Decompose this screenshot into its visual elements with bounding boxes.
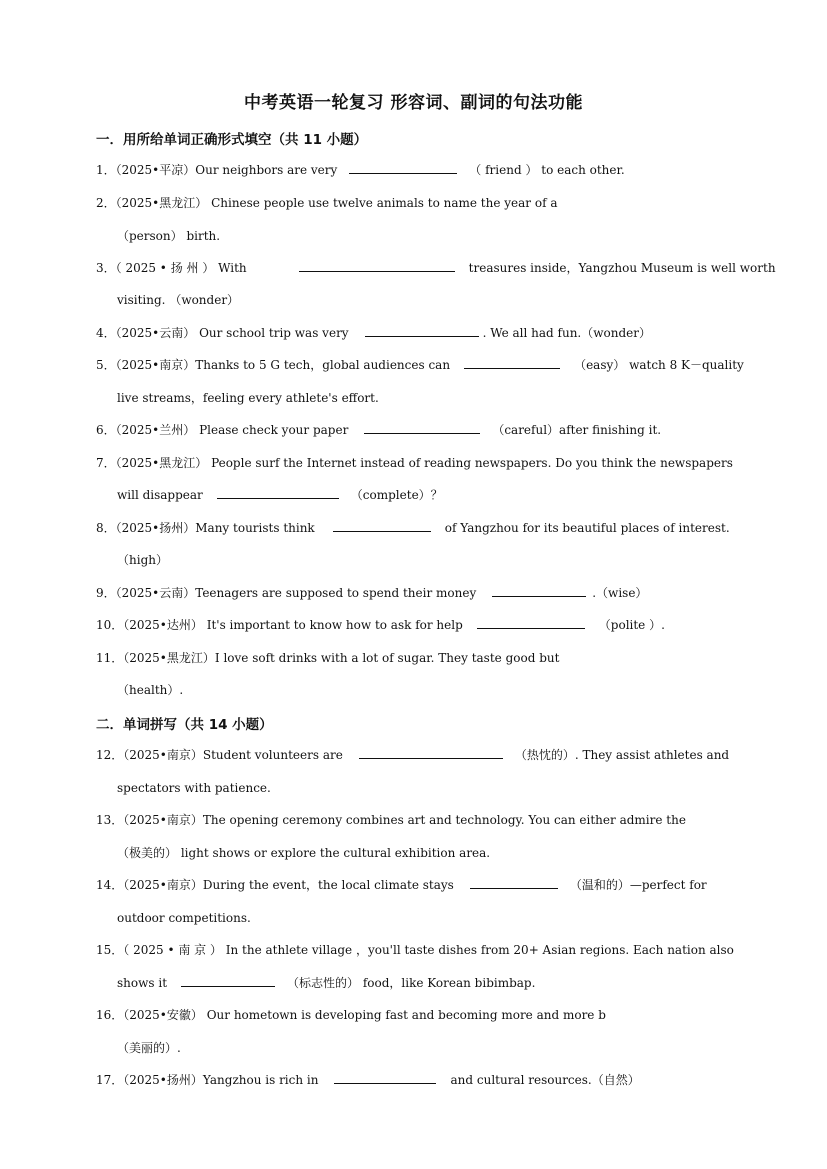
- answer-blank[interactable]: [477, 616, 585, 629]
- answer-blank[interactable]: [181, 974, 275, 987]
- answer-blank[interactable]: [359, 746, 503, 759]
- question-2-cont: （person） birth.: [117, 229, 221, 243]
- question-13: 13．（2025•南京）The opening ceremony combines art and technology. You can either admire the: [96, 813, 686, 827]
- question-9: 9．（2025•云南）Teenagers are supposed to spend their money .（wise）: [96, 586, 648, 600]
- section-heading-1: 一．用所给单词正确形式填空（共 11 小题）: [96, 132, 368, 148]
- answer-blank[interactable]: [334, 1071, 436, 1084]
- question-10: 10．（2025•达州） It's important to know how to ask for help （polite ）.: [96, 618, 665, 632]
- question-11: 11．（2025•黑龙江）I love soft drinks with a lot of sugar. They taste good but: [96, 651, 560, 665]
- question-3: 3．（ 2025 • 扬 州 ） With treasures inside，Yangzhou Museum is well worth: [96, 261, 776, 275]
- question-5: 5．（2025•南京）Thanks to 5 G tech，global audiences can （easy） watch 8 K－quality: [96, 358, 744, 372]
- question-5-cont: live streams，feeling every athlete's effort.: [117, 391, 379, 405]
- question-7-cont: will disappear （complete）？: [117, 488, 443, 502]
- question-3-cont: visiting. （wonder）: [117, 293, 240, 307]
- question-14: 14．（2025•南京）During the event，the local climate stays （温和的）—perfect for: [96, 878, 707, 892]
- answer-blank[interactable]: [333, 519, 431, 532]
- answer-blank[interactable]: [349, 161, 457, 174]
- question-7: 7．（2025•黑龙江） People surf the Internet instead of reading newspapers. Do you think the newspapers: [96, 456, 733, 470]
- question-16: 16．（2025•安徽） Our hometown is developing fast and becoming more and more b: [96, 1008, 606, 1022]
- question-8-cont: （high）: [117, 553, 168, 567]
- answer-blank[interactable]: [470, 876, 558, 889]
- answer-blank[interactable]: [365, 324, 479, 337]
- question-12-cont: spectators with patience.: [117, 781, 271, 795]
- answer-blank[interactable]: [299, 259, 455, 272]
- question-17: 17．（2025•扬州）Yangzhou is rich in and cultural resources.（自然）: [96, 1073, 640, 1087]
- question-6: 6．（2025•兰州） Please check your paper （careful）after finishing it.: [96, 423, 662, 437]
- answer-blank[interactable]: [364, 421, 480, 434]
- question-15: 15．（ 2025 • 南 京 ） In the athlete village ，you'll taste dishes from 20+ Asian regions. Each nation also: [96, 943, 734, 957]
- question-8: 8．（2025•扬州）Many tourists think of Yangzhou for its beautiful places of interest.: [96, 521, 730, 535]
- answer-blank[interactable]: [464, 356, 560, 369]
- question-1: 1．（2025•平凉）Our neighbors are very （ friend ） to each other.: [96, 163, 625, 177]
- question-13-cont: （极美的） light shows or explore the cultural exhibition area.: [117, 846, 491, 860]
- section-heading-2: 二．单词拼写（共 14 小题）: [96, 717, 273, 733]
- question-12: 12．（2025•南京）Student volunteers are （热忱的）. They assist athletes and: [96, 748, 730, 762]
- answer-blank[interactable]: [492, 584, 586, 597]
- question-16-cont: （美丽的）.: [117, 1041, 181, 1055]
- question-11-cont: （health）.: [117, 683, 184, 697]
- question-4: 4．（2025•云南） Our school trip was very . We all had fun.（wonder）: [96, 326, 651, 340]
- page-title: 中考英语一轮复习 形容词、副词的句法功能: [244, 93, 583, 113]
- answer-blank[interactable]: [217, 486, 339, 499]
- question-2: 2．（2025•黑龙江） Chinese people use twelve animals to name the year of a: [96, 196, 558, 210]
- question-14-cont: outdoor competitions.: [117, 911, 251, 925]
- question-15-cont: shows it （标志性的） food，like Korean bibimbap.: [117, 976, 536, 990]
